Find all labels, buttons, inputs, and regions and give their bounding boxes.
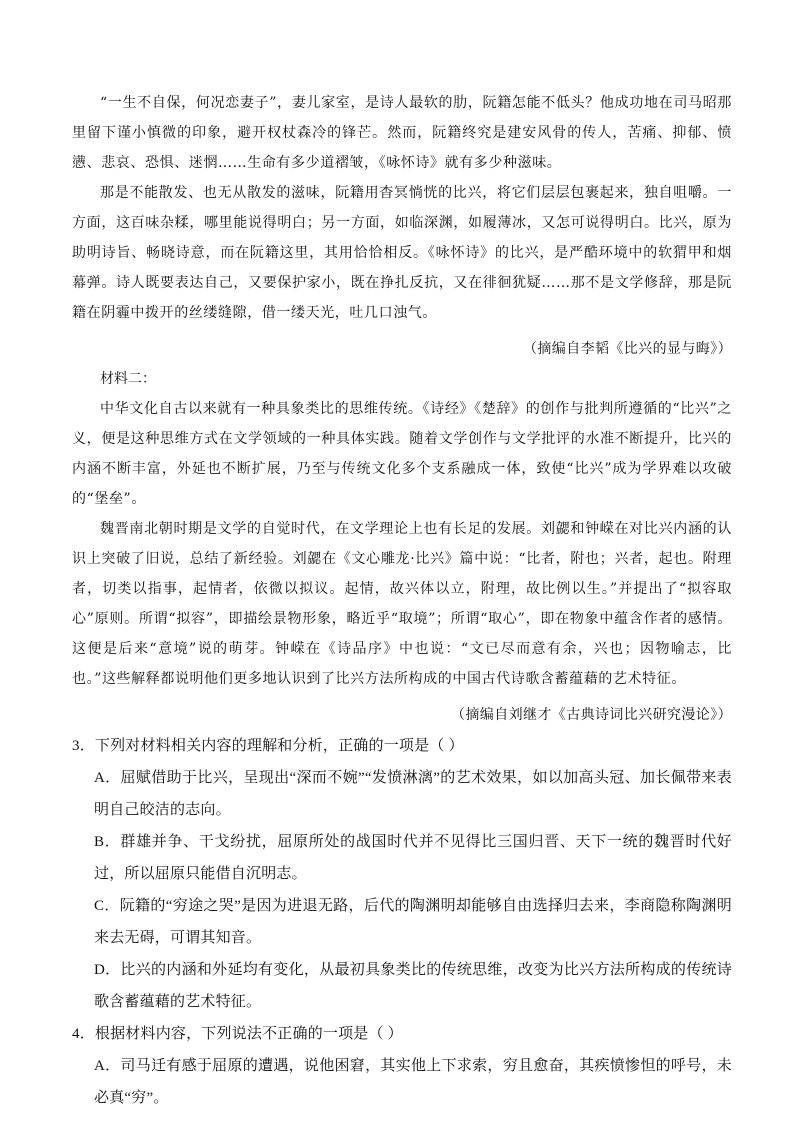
material-two-paragraph-2: 魏晋南北朝时期是文学的自觉时代，在文学理论上也有长足的发展。刘勰和钟嵘在对比兴内涵的认识上突破了旧说，总结了新经验。刘勰在《文心雕龙·比兴》篇中说：“比者，附也；兴者，起也。附理者，切类以指事，起情者，依微以拟议。起情，故兴体以立，附理，故比例以生。”并提出了“拟容取心”原则。所谓“拟容”，即描绘景物形象，略近乎“取境”；所谓“取心”，即在物象中蕴含作者的感情。这便是后来“意境”说的萌芽。钟嵘在《诗品序》中也说：“文已尽而意有余，兴也；因物喻志，比也。”这些解释都说明他们更多地认识到了比兴方法所构成的中国古代诗歌含蓄蕴藉的艺术特征。 <box>72 521 732 687</box>
material-one-source: （摘编自李韬《比兴的显与晦》） <box>523 341 732 357</box>
material-one-paragraph-1: “一生不自保，何况恋妻子”，妻儿家室，是诗人最软的肋，阮籍怎能不低头？他成功地在司马昭那里留下谨小慎微的印象，避开权杖森冷的锋芒。然而，阮籍终究是建安风骨的传人，苦痛、抑郁、愤懑、悲哀、恐惧、迷惘……生命有多少道褶皱，《咏怀诗》就有多少种滋味。 <box>72 95 732 171</box>
question-3-option-a: A．屈赋借助于比兴，呈现出“深而不婉”“发愤淋漓”的艺术效果，如以加高头冠、加长佩带来表明自己皎洁的志向。 <box>94 770 732 818</box>
question-4-stem: 4．根据材料内容，下列说法不正确的一项是（ ） <box>72 1026 403 1042</box>
question-3-option-d: D．比兴的内涵和外延均有变化，从最初具象类比的传统思维，改变为比兴方法所构成的传统诗歌含蓄蕴藉的艺术特征。 <box>94 962 732 1010</box>
question-3-option-b: B．群雄并争、干戈纷扰，屈原所处的战国时代并不见得比三国归晋、天下一统的魏晋时代好过，所以屈原只能借自沉明志。 <box>94 834 732 882</box>
material-two-heading: 材料二： <box>100 371 156 387</box>
material-two <box>72 364 732 730</box>
question-3-option-c: C．阮籍的“穷途之哭”是因为进退无路，后代的陶渊明却能够自由选择归去来，李商隐称陶渊明来去无碍，可谓其知音。 <box>94 898 732 946</box>
question-4 <box>72 1018 732 1114</box>
question-3 <box>72 730 732 1018</box>
question-4-option-a: A．司马迁有感于屈原的遭遇，说他困窘，其实他上下求索，穷且愈奋，其疾愤惨怛的呼号，未必真“穷”。 <box>94 1058 732 1106</box>
material-two-source: （摘编自刘继才《古典诗词比兴研究漫论》） <box>451 707 732 723</box>
material-one-paragraph-2: 那是不能散发、也无从散发的滋味，阮籍用杳冥惝恍的比兴，将它们层层包裹起来，独自咀嚼。一方面，这百味杂糅，哪里能说得明白；另一方面，如临深渊，如履薄冰，又怎可说得明白。比兴，原为助明诗旨、畅晓诗意，而在阮籍这里，其用恰恰相反。《咏怀诗》的比兴，是严酷环境中的软猬甲和烟幕弹。诗人既要表达自己，又要保护家小，既在挣扎反抗，又在徘徊犹疑……那不是文学修辞，那是阮籍在阴霾中拨开的丝缕缝隙，借一缕天光，吐几口浊气。 <box>72 185 732 321</box>
material-two-paragraph-1: 中华文化自古以来就有一种具象类比的思维传统。《诗经》《楚辞》的创作与批判所遵循的“比兴”之义，便是这种思维方式在文学领域的一种具体实践。随着文学创作与文学批评的水准不断提升，比兴的内涵不断丰富，外延也不断扩展，乃至与传统文化多个支系融成一体，致使“比兴”成为学界难以攻破的“堡垒”。 <box>72 401 732 507</box>
question-3-stem: 3．下列对材料相关内容的理解和分析，正确的一项是（ ） <box>72 738 464 754</box>
material-one <box>72 88 732 364</box>
document-page <box>72 88 732 1114</box>
